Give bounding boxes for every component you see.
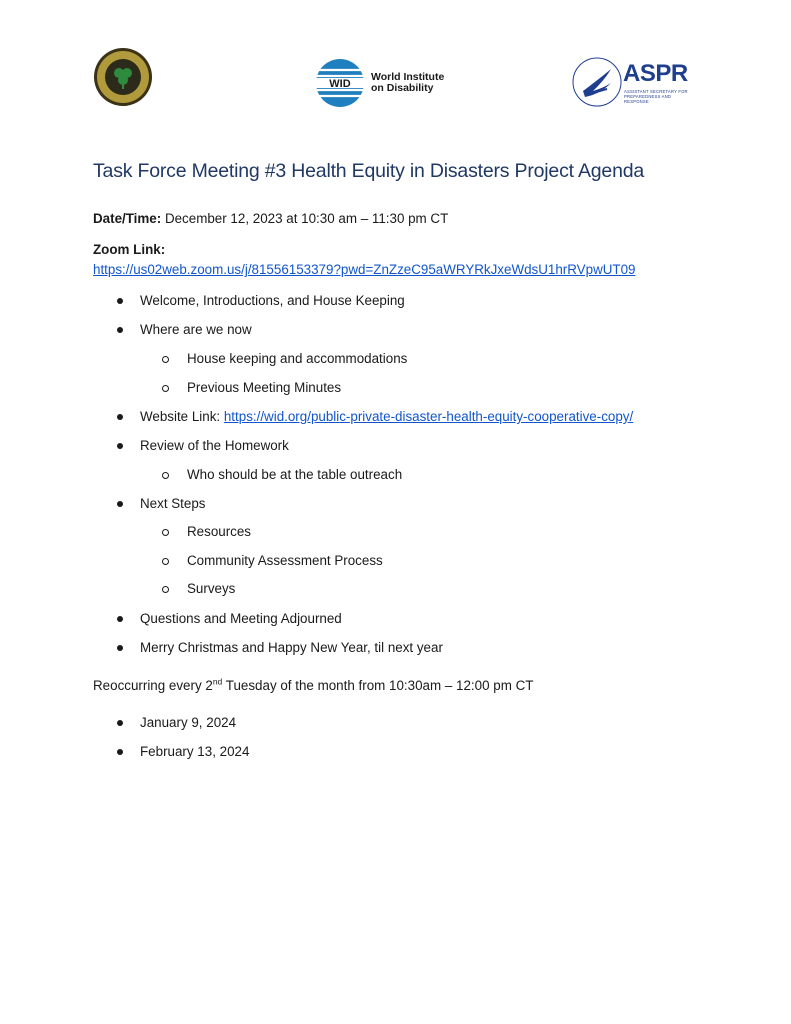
agenda-item: Welcome, Introductions, and House Keeping: [140, 293, 405, 308]
county-seal-logo: [93, 47, 153, 107]
date-item: February 13, 2024: [140, 744, 250, 759]
datetime-line: [93, 211, 448, 226]
svg-text:WID: WID: [329, 78, 351, 90]
datetime-value: December 12, 2023 at 10:30 am – 11:30 pm CT: [161, 211, 449, 226]
website-label: Website Link:: [140, 409, 224, 424]
hhs-eagle-icon: [571, 55, 623, 110]
bullet-icon: [117, 645, 123, 651]
bullet-icon: [117, 298, 123, 304]
date-item: January 9, 2024: [140, 715, 237, 730]
wid-name-line2: on Disability: [371, 82, 434, 94]
bullet-icon: [117, 616, 123, 622]
aspr-logo: [571, 55, 693, 110]
recurring-prefix: Reoccurring every 2: [93, 678, 213, 693]
bullet-icon: [117, 720, 123, 726]
bullet-icon: [117, 327, 123, 333]
agenda-subitem: Who should be at the table outreach: [187, 467, 403, 482]
sub-bullet-icon: [162, 529, 169, 536]
datetime-label: Date/Time:: [93, 211, 162, 226]
wid-logo: [315, 58, 453, 108]
recurring-line: [93, 678, 533, 693]
bullet-icon: [117, 749, 123, 755]
agenda-subitem: Community Assessment Process: [187, 553, 383, 568]
bullet-icon: [117, 501, 123, 507]
agenda-item: Review of the Homework: [140, 438, 289, 453]
bullet-icon: [117, 443, 123, 449]
agenda-subitem: Previous Meeting Minutes: [187, 380, 342, 395]
zoom-link-line: [93, 262, 635, 277]
recurring-ordinal: nd: [212, 676, 223, 687]
sub-bullet-icon: [162, 356, 169, 363]
sub-bullet-icon: [162, 586, 169, 593]
page-title: Task Force Meeting #3 Health Equity in Disasters Project Agenda: [93, 160, 645, 182]
agenda-subitem: House keeping and accommodations: [187, 351, 408, 366]
agenda-item: Where are we now: [140, 322, 252, 337]
website-link[interactable]: https://wid.org/public-private-disaster-health-equity-cooperative-copy/: [223, 409, 634, 424]
agenda-item: Questions and Meeting Adjourned: [140, 611, 342, 626]
wid-name-line1: World Institute: [371, 71, 445, 83]
zoom-link[interactable]: https://us02web.zoom.us/j/81556153379?pwd=ZnZzeC95aWRYRkJxeWdsU1hrRVpwUT09: [93, 262, 636, 277]
bullet-icon: [117, 414, 123, 420]
recurring-suffix: Tuesday of the month from 10:30am – 12:00 pm CT: [222, 678, 534, 693]
zoom-label: Zoom Link:: [93, 242, 166, 257]
agenda-item: Merry Christmas and Happy New Year, til next year: [140, 640, 443, 655]
sub-bullet-icon: [162, 558, 169, 565]
agenda-subitem: Resources: [187, 524, 252, 539]
wid-globe-icon: [315, 58, 365, 108]
sub-bullet-icon: [162, 472, 169, 479]
agenda-item-website: [140, 409, 633, 424]
agenda-subitem: Surveys: [187, 581, 236, 596]
aspr-subtitle: ASSISTANT SECRETARY FOR PREPAREDNESS AND RESPONSE: [624, 89, 688, 104]
sub-bullet-icon: [162, 385, 169, 392]
aspr-wordmark: ASPR: [623, 60, 688, 87]
agenda-item: Next Steps: [140, 496, 206, 511]
